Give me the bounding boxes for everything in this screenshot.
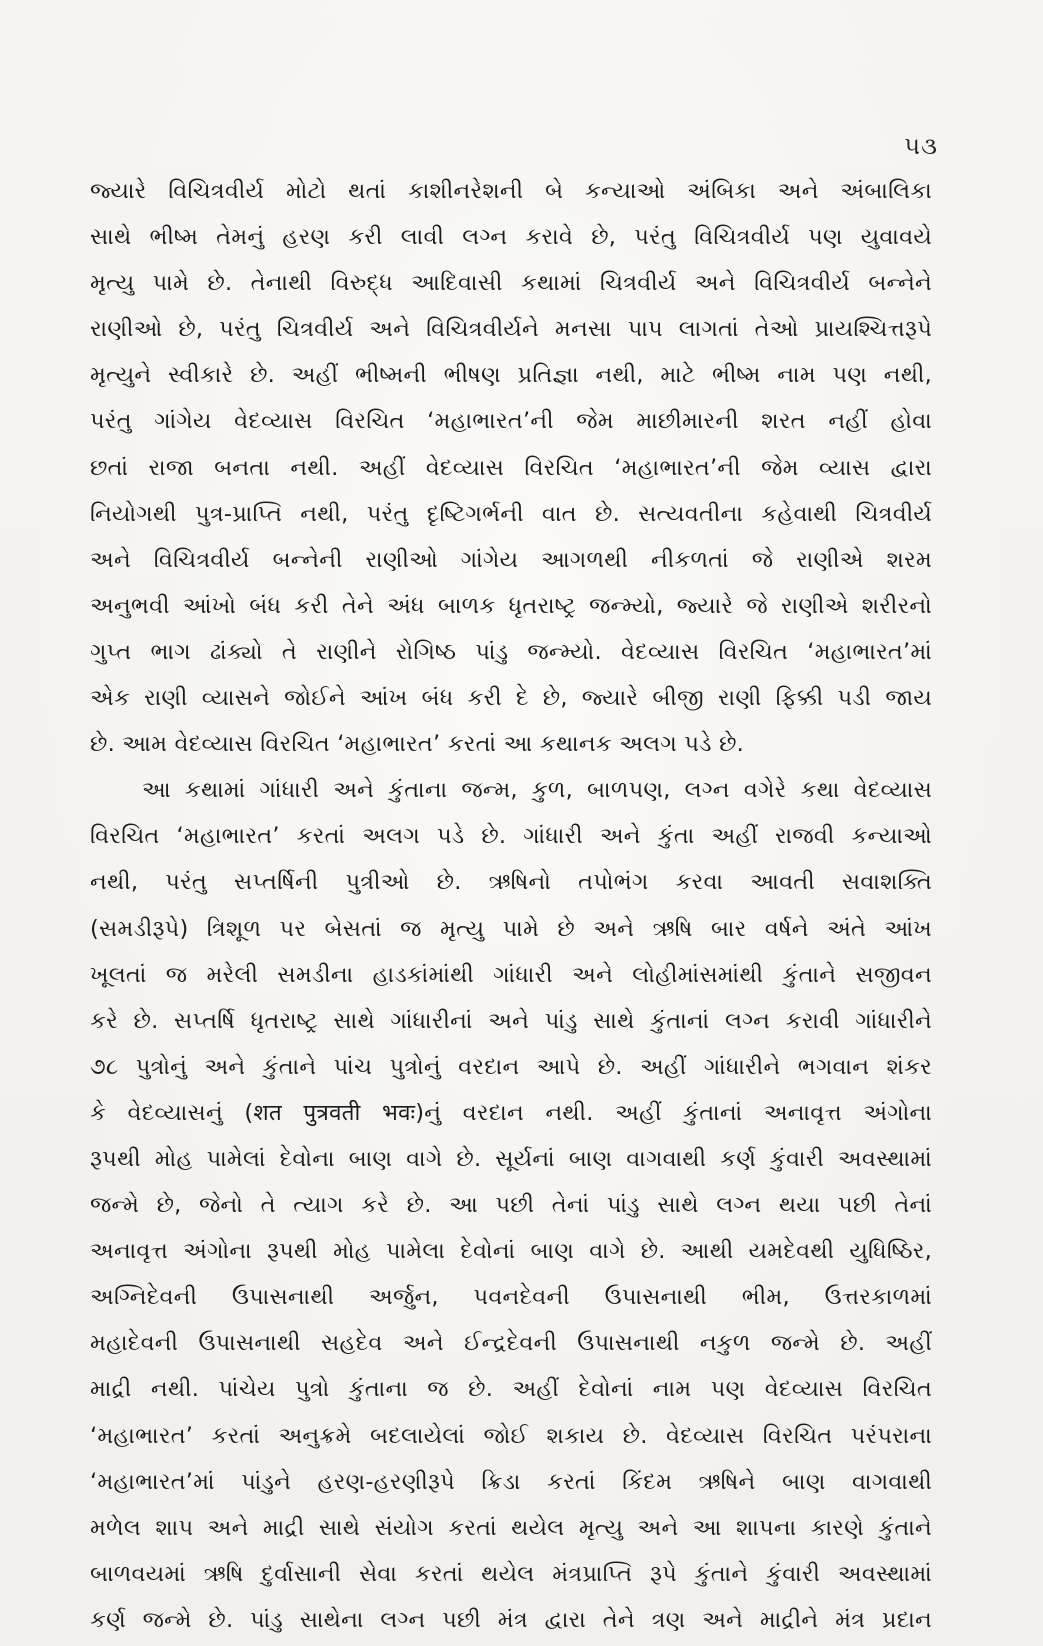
- text-line: બાળવયમાં ઋષિ દુર્વાસાની સેવા કરતાં થયેલ મંત્રપ્રાપ્તિ રૂપે કુંતાને કુંવારી અવસ્થામાં: [90, 1560, 932, 1587]
- text-line: અનુભવી આંખો બંધ કરી તેને અંધ બાળક ધૃતરાષ્ટ્ર જન્મ્યો, જ્યારે જે રાણીએ શરીરનો: [90, 592, 932, 619]
- text-line: અનાવૃત્ત અંગોના રૂપથી મોહ પામેલા દેવોનાં બાણ વાગે છે. આથી યમદેવથી યુધિષ્ઠિર,: [90, 1238, 932, 1265]
- page-number: ૫૩: [904, 132, 938, 160]
- text-line: ‘મહાભારત’માં પાંડુને હરણ-હરણીરૂપે ક્રિડા કરતાં કિંદમ ઋષિને બાણ વાગવાથી: [90, 1468, 932, 1495]
- text-line: જન્મે છે, જેનો તે ત્યાગ કરે છે. આ પછી તેનાં પાંડુ સાથે લગ્ન થયા પછી તેનાં: [90, 1192, 932, 1219]
- text-line: (સમડીરૂપે) ત્રિશૂળ પર બેસતાં જ મૃત્યુ પામે છે અને ઋષિ બાર વર્ષને અંતે આંખ: [90, 915, 932, 942]
- paragraph-first-line: આ કથામાં ગાંધારી અને કુંતાના જન્મ, કુળ, બાળપણ, લગ્ન વગેરે કથા વેદવ્યાસ: [142, 777, 932, 804]
- text-line: મળેલ શાપ અને માદ્રી સાથે સંયોગ કરતાં થયેલ મૃત્યુ અને આ શાપના કારણે કુંતાને: [90, 1514, 932, 1541]
- text-line: ૭૮ પુત્રોનું અને કુંતાને પાંચ પુત્રોનું વરદાન આપે છે. અહીં ગાંધારીને ભગવાન શંકર: [90, 1053, 932, 1080]
- text-line: અને વિચિત્રવીર્ય બન્નેની રાણીઓ ગાંગેય આગળથી નીકળતાં જે રાણીએ શરમ: [90, 546, 932, 573]
- text-line: છે. આમ વેદવ્યાસ વિરચિત ‘મહાભારત’ કરતાં આ કથાનક અલગ પડે છે.: [90, 731, 745, 758]
- text-line: વિરચિત ‘મહાભારત’ કરતાં અલગ પડે છે. ગાંધારી અને કુંતા અહીં રાજવી કન્યાઓ: [90, 823, 932, 850]
- text-line: ગુપ્ત ભાગ ઢાંક્યો તે રાણીને રોગિષ્ઠ પાંડુ જન્મ્યો. વેદવ્યાસ વિરચિત ‘મહાભારત’માં: [90, 638, 932, 665]
- text-line: રૂપથી મોહ પામેલાં દેવોના બાણ વાગે છે. સૂર્યનાં બાણ વાગવાથી કર્ણ કુંવારી અવસ્થામાં: [90, 1145, 932, 1172]
- text-line: મૃત્યુ પામે છે. તેનાથી વિરુદ્ધ આદિવાસી કથામાં ચિત્રવીર્ય અને વિચિત્રવીર્ય બન્નેને: [90, 270, 932, 297]
- text-line: કરે છે. સપ્તર્ષિ ધૃતરાષ્ટ્ર સાથે ગાંધારીનાં અને પાંડુ સાથે કુંતાનાં લગ્ન કરાવી ગાંધારીને: [90, 1007, 932, 1034]
- body-text: [90, 168, 932, 1643]
- text-line: સાથે ભીષ્મ તેમનું હરણ કરી લાવી લગ્ન કરાવે છે, પરંતુ વિચિત્રવીર્ય પણ યુવાવયે: [90, 224, 932, 251]
- text-line: અગ્નિદેવની ઉપાસનાથી અર્જુન, પવનદેવની ઉપાસનાથી ભીમ, ઉત્તરકાળમાં: [90, 1284, 932, 1311]
- text-line: કર્ણ જન્મે છે. પાંડુ સાથેના લગ્ન પછી મંત્ર દ્વારા તેને ત્રણ અને માદ્રીને મંત્ર પ્રદાન: [90, 1606, 932, 1633]
- text-line: કે વેદવ્યાસનું (शत पुत्रवती भवः)નું વરદાન નથી. અહીં કુંતાનાં અનાવૃત્ત અંગોના: [90, 1099, 932, 1126]
- text-line: રાણીઓ છે, પરંતુ ચિત્રવીર્ય અને વિચિત્રવીર્યને મનસા પાપ લાગતાં તેઓ પ્રાયશ્ચિત્તરૂપે: [90, 316, 932, 343]
- text-line: મહાદેવની ઉપાસનાથી સહદેવ અને ઈન્દ્રદેવની ઉપાસનાથી નકુળ જન્મે છે. અહીં: [90, 1330, 932, 1357]
- text-line: પરંતુ ગાંગેય વેદવ્યાસ વિરચિત ‘મહાભારત’ની જેમ માછીમારની શરત નહીં હોવા: [90, 408, 932, 435]
- text-line: જ્યારે વિચિત્રવીર્ય મોટો થતાં કાશીનરેશની બે કન્યાઓ અંબિકા અને અંબાલિકા: [90, 178, 932, 204]
- text-line: છતાં રાજા બનતા નથી. અહીં વેદવ્યાસ વિરચિત ‘મહાભારત’ની જેમ વ્યાસ દ્વારા: [90, 454, 932, 481]
- text-line: માદ્રી નથી. પાંચેય પુત્રો કુંતાના જ છે. અહીં દેવોનાં નામ પણ વેદવ્યાસ વિરચિત: [90, 1376, 932, 1403]
- text-line: ખૂલતાં જ મરેલી સમડીના હાડકાંમાંથી ગાંધારી અને લોહીમાંસમાંથી કુંતાને સજીવન: [90, 961, 932, 988]
- text-line: એક રાણી વ્યાસને જોઈને આંખ બંધ કરી દે છે, જ્યારે બીજી રાણી ફિક્કી પડી જાય: [90, 685, 932, 712]
- text-line: નિયોગથી પુત્ર-પ્રાપ્તિ નથી, પરંતુ દૃષ્ટિગર્ભની વાત છે. સત્યવતીના કહેવાથી ચિત્રવીર્ય: [90, 500, 932, 527]
- text-line: ‘મહાભારત’ કરતાં અનુક્રમે બદલાયેલાં જોઈ શકાય છે. વેદવ્યાસ વિરચિત પરંપરાના: [90, 1422, 932, 1449]
- text-line: નથી, પરંતુ સપ્તર્ષિની પુત્રીઓ છે. ઋષિનો તપોભંગ કરવા આવતી સવાશક્તિ: [90, 869, 932, 896]
- text-line: મૃત્યુને સ્વીકારે છે. અહીં ભીષ્મની ભીષણ પ્રતિજ્ઞા નથી, માટે ભીષ્મ નામ પણ નથી,: [90, 362, 932, 389]
